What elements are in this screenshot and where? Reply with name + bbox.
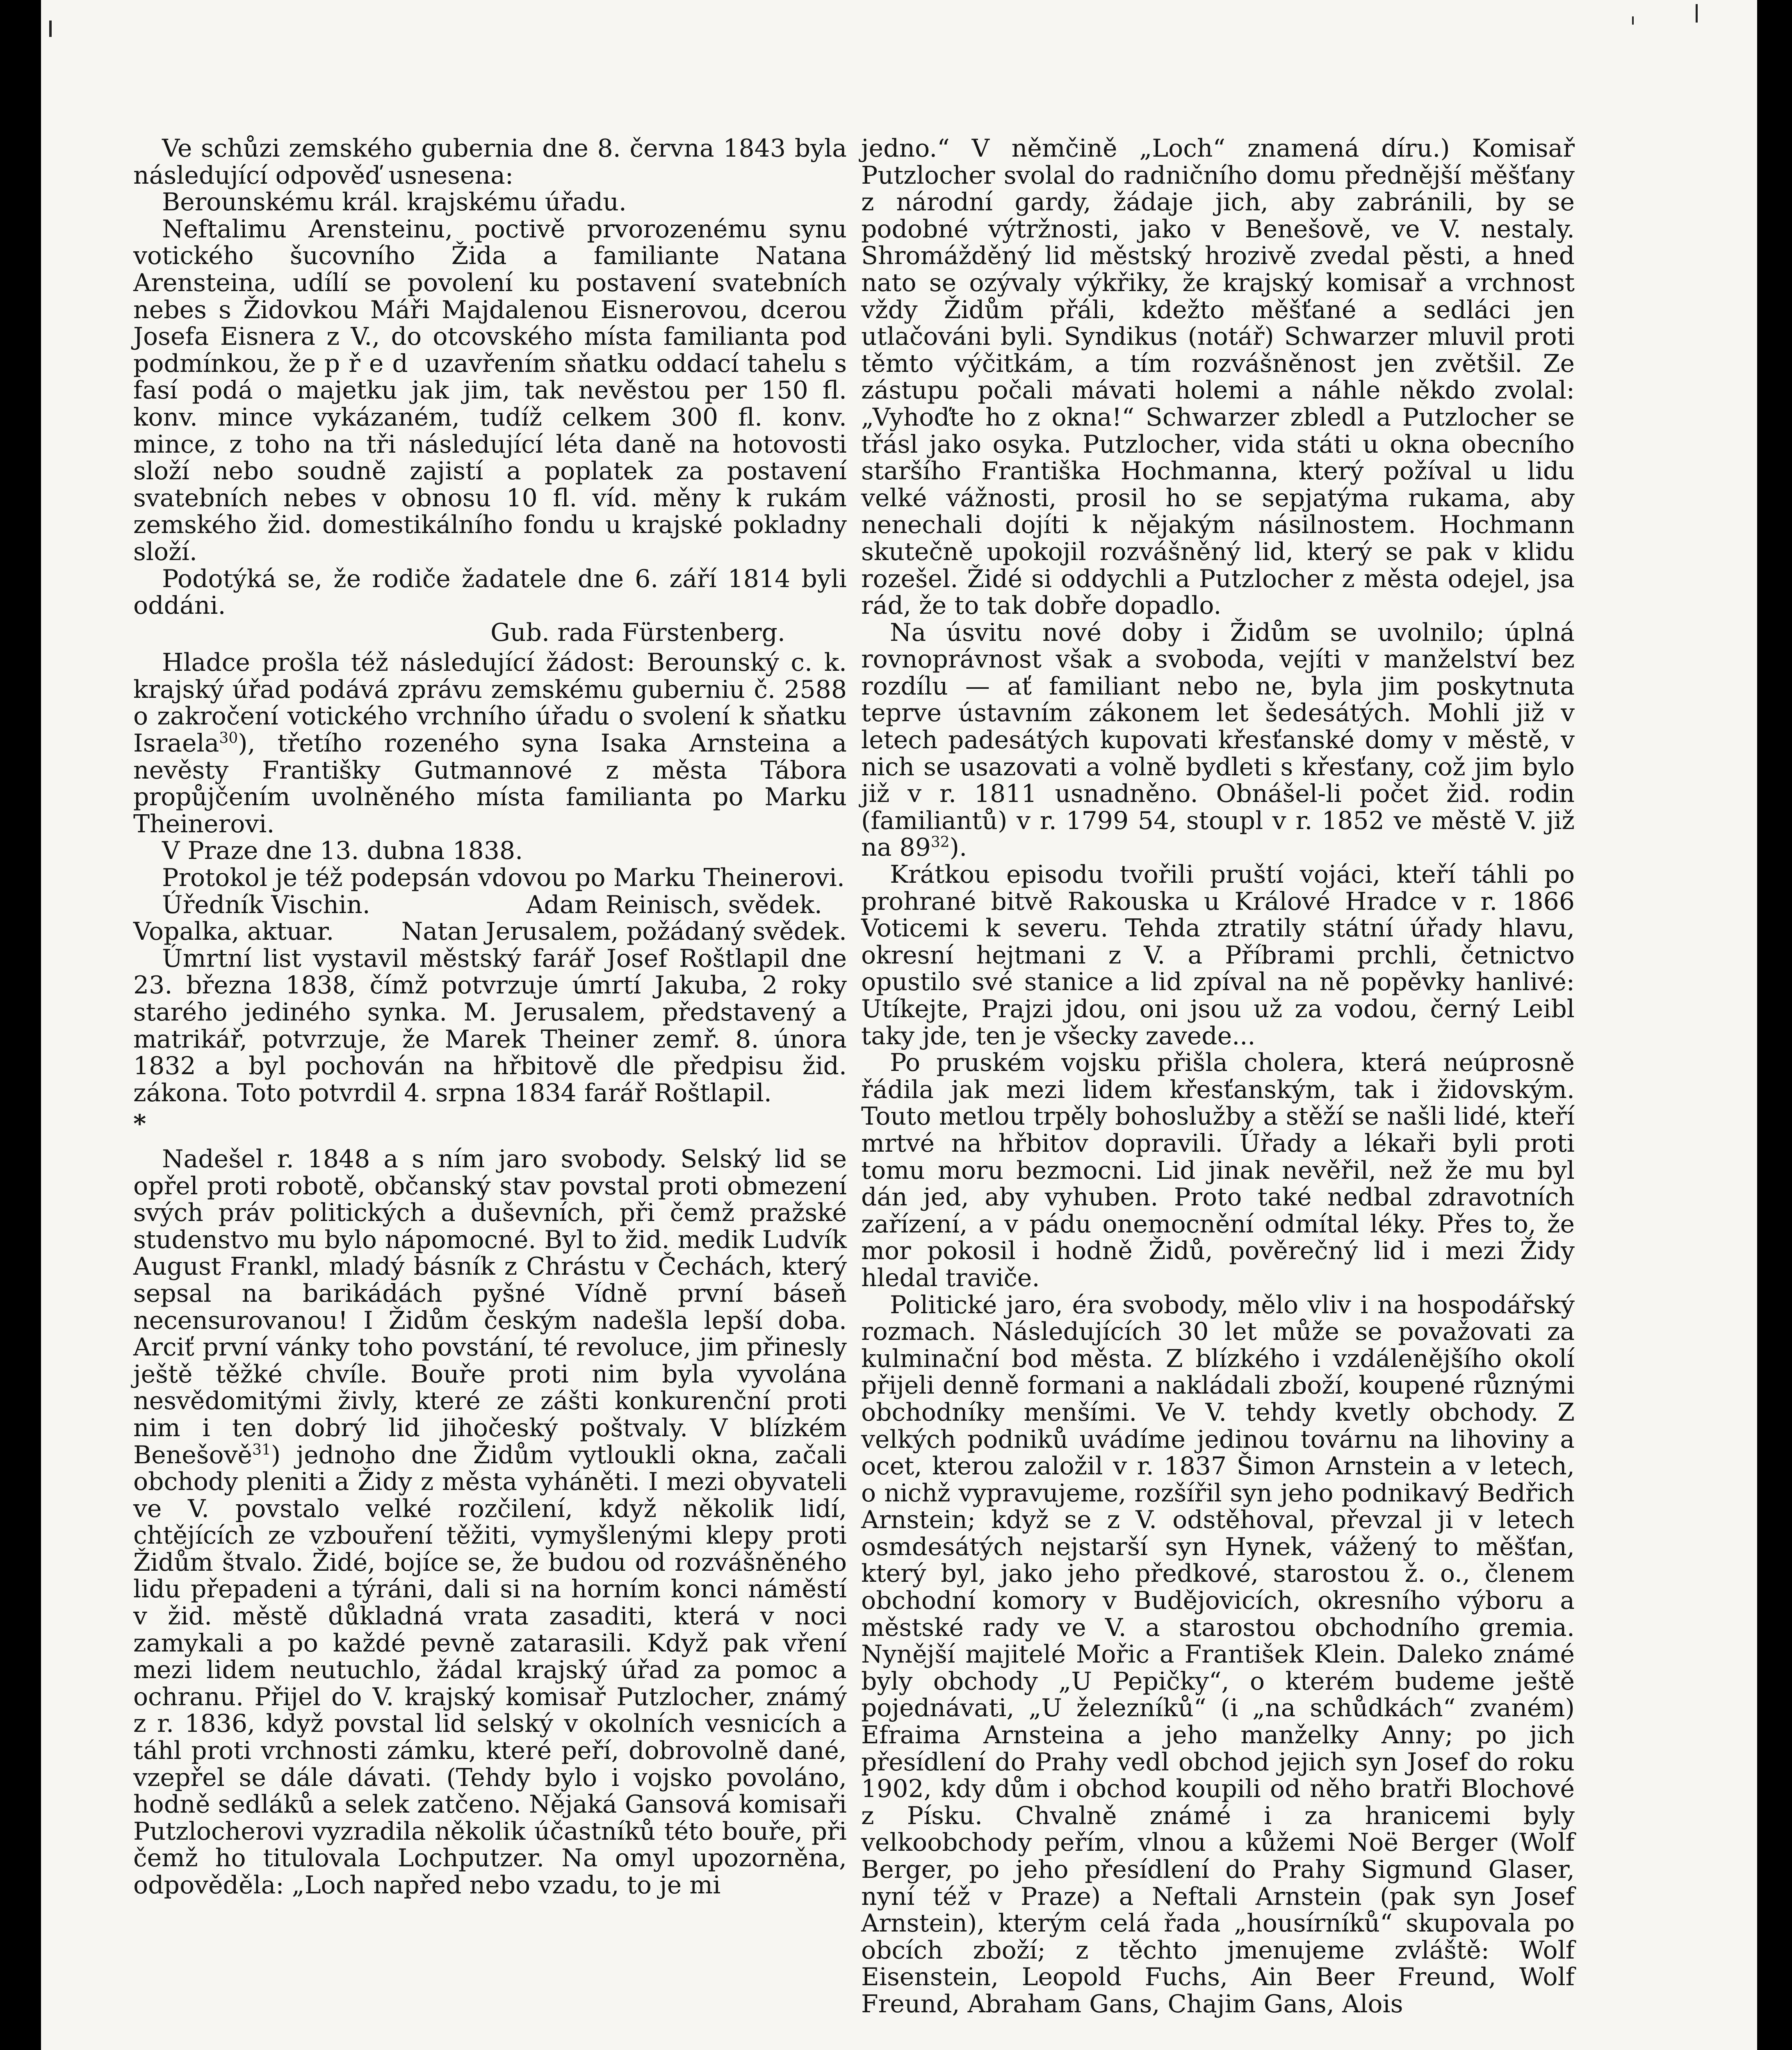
signature-name: Adam Reinisch, svědek. bbox=[526, 890, 822, 919]
scan-mark bbox=[49, 20, 52, 37]
paragraph bbox=[861, 620, 1575, 861]
scan-mark bbox=[1632, 16, 1634, 25]
paragraph: V Praze dne 13. dubna 1838. bbox=[162, 836, 523, 866]
text-run: Na úsvitu nové doby i Židům se uvolnilo; úplná rovnoprávnost však a svoboda, vejíti v manželství bez rozdílu — ať familiant nebo ne, byla jim poskytnuta teprve ústavním zákonem let šedesátých. Mohli již v letech padesátých kupovati křesťanské domy v městě, v nich se usazovati a volně bydleti s křesťany, což jim bylo již v r. 1811 usnadněno. Obnášel-li počet žid. rodin (familiantů) v r. 1799 54, stoupl v r. 1852 ve městě V. již na 89 bbox=[861, 618, 1575, 862]
left-column bbox=[133, 135, 847, 1899]
paragraph: jedno.“ V němčině „Loch“ znamená díru.) Komisař Putzlocher svolal do radničního domu přednější měšťany z národní gardy, žádaje jich, aby zabránili, by se podobné výtržnosti, jako v Benešově, ve V. nestaly. Shromážděný lid městský hrozivě zvedal pěsti, a hned nato se ozývaly výkřiky, že krajský komisař a vrchnost vždy Židům přáli, kdežto měšťané a sedláci jen utlačováni byli. Syndikus (notář) Schwarzer mluvil proti těmto výčitkám, a tím rozvášněnost jen zvětšil. Ze zástupu počali mávati holemi a náhle někdo zvolal: „Vyhoďte ho z okna!“ Schwarzer zbledl a Putzlocher se třásl jako osyka. Putzlocher, vida státi u okna obecního staršího Františka Hochmanna, který požíval u lidu velké vážnosti, prosil ho se sepjatýma rukama, aby nenechali dojíti k nějakým násilnostem. Hochmann skutečně upokojil rozvášněný lid, který se pak v klidu rozešel. Židé si oddychli a Putzlocher z města odejel, jsa rád, že to tak dobře dopadlo. bbox=[861, 134, 1575, 620]
paragraph: Úmrtní list vystavil městský farář Josef Roštlapil dne 23. března 1838, čímž potvrzuje úmrtí Jakuba, 2 roky starého jediného synka. M. Jerusalem, představený a matrikář, potvrzuje, že Marek Theiner zemř. 8. února 1832 a byl pochován na hřbitově dle předpisu žid. zákona. Toto potvrdil 4. srpna 1834 farář Roštlapil. bbox=[133, 944, 847, 1107]
paragraph: Protokol je též podepsán vdovou po Marku Theinerovi. bbox=[162, 863, 845, 893]
paragraph: Berounskému král. krajskému úřadu. bbox=[162, 188, 627, 217]
paragraph bbox=[133, 649, 847, 838]
section-separator: * bbox=[133, 1109, 146, 1139]
signature-row bbox=[133, 918, 847, 945]
signature-name: Natan Jerusalem, požádaný svědek. bbox=[401, 917, 847, 946]
paragraph bbox=[133, 216, 847, 566]
footnote-ref: 30 bbox=[219, 730, 238, 747]
text-run: Nadešel r. 1848 a s ním jaro svobody. Selský lid se opřel proti robotě, občanský stav povstal proti obmezení svých práv politických a duševních, při čemž pražské studenstvo mu bylo nápomocné. Byl to žid. medik Ludvík August Frankl, mladý básník z Chrástu v Čechách, který sepsal na barikádách pyšné Vídně první báseň necensurovanou! I Židům českým nadešla lepší doba. Arciť první vánky toho povstání, té revoluce, jim přinesly ještě těžké chvíle. Bouře proti nim byla vyvolána nesvědomitými živly, které ze zášti konkurenční proti nim i ten dobrý lid jihočeský poštvaly. V blízkém Benešově bbox=[133, 1144, 847, 1469]
paragraph bbox=[133, 1146, 847, 1899]
scan-mark bbox=[1696, 4, 1698, 23]
paragraph: Politické jaro, éra svobody, mělo vliv i na hospodářský rozmach. Následujících 30 let může se považovati za kulminační bod města. Z blízkého i vzdálenějšího okolí přijeli denně formani a nakládali zboží, koupené různými obchodníky menšími. Ve V. tehdy kvetly obchody. Z velkých podniků uvádíme jedinou továrnu na lihoviny a ocet, kterou založil v r. 1837 Šimon Arnstein a v letech, o nichž vypravujeme, rozšířil syn jeho podnikavý Bedřich Arnstein; když se z V. odstěhoval, převzal ji v letech osmdesátých nejstarší syn Hynek, vážený to měšťan, který byl, jako jeho předkové, starostou ž. o., členem obchodní komory v Budějovicích, okresního výboru a městské rady ve V. a starostou obchodního gremia. Nynější majitelé Mořic a František Klein. Daleko známé byly obchody „U Pepičky“, o kterém budeme ještě pojednávati, „U železníků“ (i „na schůdkách“ zvaném) Efraima Arnsteina a jeho manželky Anny; po jich přesídlení do Prahy vedl obchod jejich syn Josef do roku 1902, kdy dům i obchod koupili od něho bratři Blochové z Písku. Chvalně známé i za hranicemi byly velkoobchody peřím, vlnou a kůžemi Noë Berger (Wolf Berger, po jeho přesídlení do Prahy Sigmund Glaser, nyní též v Praze) a Neftali Arnstein (pak syn Josef Arnstein), kterým celá řada „housírníků“ skupovala po obcích zboží; z těchto jmenujeme zvláště: Wolf Eisenstein, Leopold Fuchs, Ain Beer Freund, Wolf Freund, Abraham Gans, Chajim Gans, Alois bbox=[861, 1290, 1575, 2018]
text-run: Hladce prošla též následující žádost: Berounský c. k. krajský úřad podává zprávu zemskému guberniu č. 2588 o zakročení votického vrchního úřadu o svolení k sňatku Israela bbox=[133, 648, 847, 758]
paragraph: Podotýká se, že rodiče žadatele dne 6. září 1814 byli oddáni. bbox=[133, 564, 847, 620]
spaced-word: před bbox=[324, 349, 417, 378]
paragraph: Krátkou episodu tvořili pruští vojáci, kteří táhli po prohrané bitvě Rakouska u Králové Hradce v r. 1866 Voticemi k severu. Tehda ztratily státní úřady hlavu, okresní hejtmani z V. a Příbrami prchli, četnictvo opustilo své stanice a lid zpíval na ně popěvky hanlivé: Utíkejte, Prajzi jdou, oni jsou už za vodou, černý Leibl taky jde, ten je všecky zavede... bbox=[861, 860, 1575, 1050]
signature-row bbox=[133, 892, 847, 919]
footnote-ref: 32 bbox=[930, 834, 950, 851]
right-column bbox=[861, 135, 1575, 2018]
signature-name: Úředník Vischin. bbox=[162, 890, 370, 919]
signature-name: Vopalka, aktuar. bbox=[133, 917, 334, 946]
text-run: ). bbox=[949, 833, 967, 862]
paragraph: Ve schůzi zemského gubernia dne 8. června 1843 byla následující odpověď usnesena: bbox=[133, 134, 847, 190]
paragraph: Po pruském vojsku přišla cholera, která neúprosně řádila jak mezi lidem křesťanským, tak i židovským. Touto metlou trpěly bohoslužby a stěží se našli lidé, kteří mrtvé na hřbitov dopravili. Úřady a lékaři byli proti tomu moru bezmocni. Lid jinak nevěřil, než že mu byl dán jed, aby vyhuben. Proto také nedbal zdravotních zařízení, a v pádu onemocnění odmítal léky. Přes to, že mor pokosil i hodně Židů, pověrečný lid i mezi Židy hledal traviče. bbox=[861, 1048, 1575, 1292]
text-run: ) jednoho dne Židům vytloukli okna, začali obchody pleniti a Židy z města vyháněti. I mezi obyvateli ve V. povstalo velké rozčilení, když několik lidí, chtějících ze vzbouření těžiti, vymyšlenými klepy proti Židům štvalo. Židé, bojíce se, že budou od rozvášněného lidu přepadeni a týráni, dali si na horním konci náměstí v žid. městě důkladná vrata zasaditi, která v noci zamykali a po každé pevně zatarasili. Když pak vření mezi lidem neutuchlo, žádal krajský úřad za pomoc a ochranu. Přijel do V. krajský komisař Putzlocher, známý z r. 1836, když povstal lid selský v okolních vesnicích a táhl proti vrchnosti zámku, které peří, dobrovolně dané, vzepřel se dále dávati. (Tehdy bylo i vojsko povoláno, hodně sedláků a selek zatčeno. Nějaká Gansová komisaři Putzlocherovi vyzradila několik účastníků této bouře, při čemž ho titulovala Lochputzer. Na omyl upozorněna, odpověděla: „Loch napřed nebo vzadu, to je mi bbox=[133, 1440, 847, 1900]
text-run: ), třetího rozeného syna Isaka Arnsteina a nevěsty Františky Gutmannové z města Tábora propůjčením uvolněného místa familianta po Marku Theinerovi. bbox=[133, 729, 847, 838]
text-run: uzavřením sňatku oddací tahelu s fasí podá o majetku jak jim, tak nevěstou per 150 fl. konv. mince vykázaném, tudíž celkem 300 fl. konv. mince, z toho na tři následující léta daně na hotovosti složí nebo soudně zajistí a poplatek za postavení svatebních nebes v obnosu 10 fl. víd. měny k rukám zemského žid. domestikálního fondu u krajské pokladny složí. bbox=[133, 349, 847, 566]
text-run: Neftalimu Arensteinu, poctivě prvorozenému synu votického šucovního Žida a familiante Natana Arensteina, udílí se povolení ku postavení svatebních nebes s Židovkou Máři Majdalenou Eisnerovou, dcerou Josefa Eisnera z V., do otcovského místa familianta pod podmínkou, že bbox=[133, 214, 847, 378]
signature-line: Gub. rada Fürstenberg. bbox=[490, 618, 785, 647]
footnote-ref: 31 bbox=[252, 1441, 271, 1458]
